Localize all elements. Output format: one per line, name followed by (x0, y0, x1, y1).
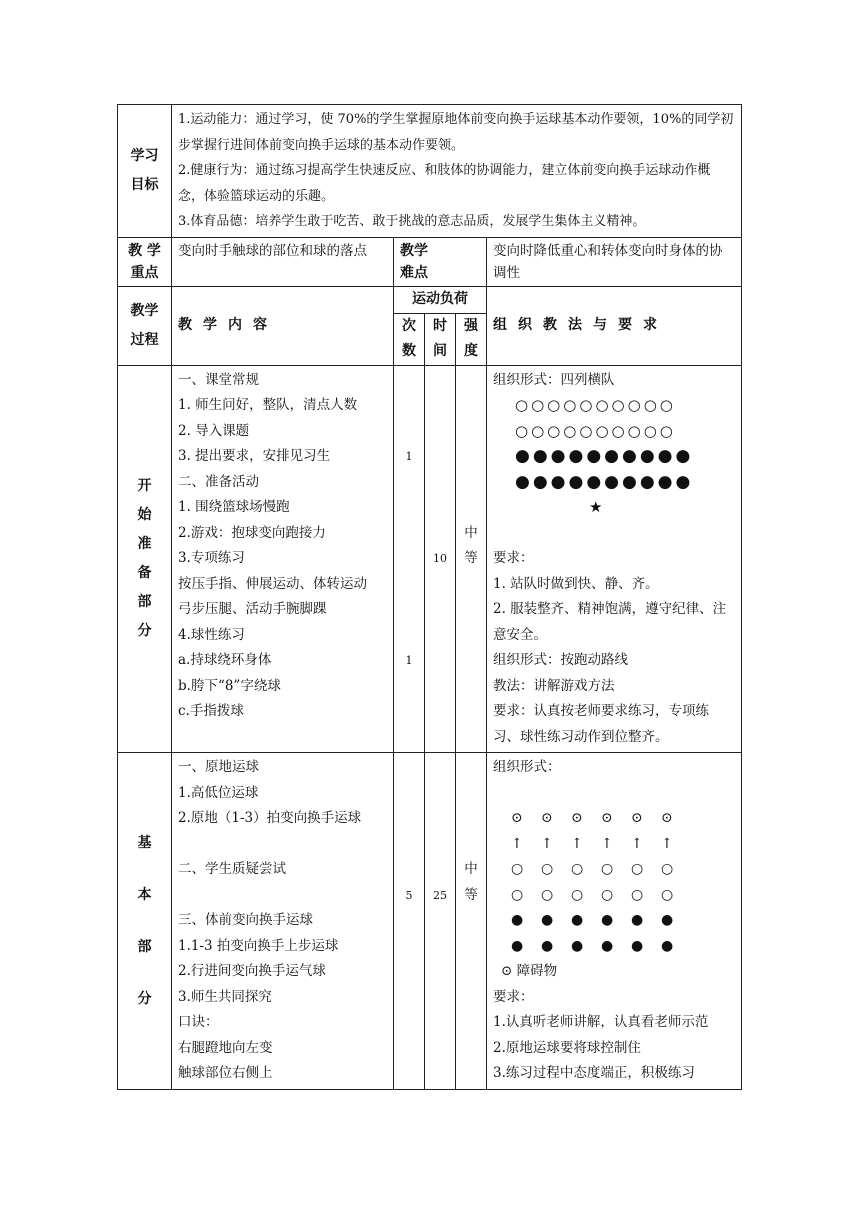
opening-time: 10 (425, 365, 456, 753)
objectives-label: 学习 目标 (118, 105, 172, 238)
obstacle-icon: ⊙ (601, 810, 613, 826)
key-points-label: 教 学 重点 (118, 237, 172, 286)
content-line: 2.行进间变向换手运气球 (178, 963, 326, 979)
content-line: 二、学生质疑尝试 (178, 861, 286, 877)
opening-intensity: 中等 (456, 365, 487, 753)
arrow-up-icon: ↑ (571, 835, 583, 852)
basic-time: 25 (425, 753, 456, 1090)
student-row-hollow: ○ ○ ○ ○ ○ ○ (511, 861, 674, 877)
content-line: 口诀： (178, 1014, 219, 1030)
arrow-up-icon: ↑ (631, 835, 643, 852)
basic-count: 5 (394, 753, 425, 1090)
opening-section-row (118, 365, 742, 753)
obstacle-icon: ⊙ (661, 810, 673, 826)
objective-item: 3.体育品德：培养学生敢于吃苦、敢于挑战的意志品质，发展学生集体主义精神。 (178, 214, 646, 229)
formation-row-filled: ●●●●●●●●●● (515, 446, 694, 466)
formation-row-filled: ●●●●●●●●●● (515, 471, 694, 492)
content-line: 三、体前变向换手运球 (178, 912, 313, 928)
content-line: 二、准备活动 (178, 473, 259, 490)
objectives-content (172, 105, 742, 238)
process-label: 教学 过程 (118, 286, 172, 365)
arrow-row (493, 832, 735, 858)
content-line: 触球部位右侧上 (178, 1065, 273, 1081)
process-header-row-1 (118, 286, 742, 313)
content-line: c.手指拨球 (178, 703, 244, 719)
arrow-up-icon: ↑ (601, 835, 613, 852)
content-line: 4.球性练习 (178, 626, 245, 643)
obstacle-icon: ⊙ (511, 810, 523, 826)
opening-content (172, 365, 394, 753)
content-line: 2.游戏：抱球变向跑接力 (178, 524, 326, 541)
obstacle-icon: ⊙ (571, 810, 583, 826)
content-line: 3. 提出要求，安排见习生 (178, 448, 331, 464)
basic-content (172, 753, 394, 1090)
content-line: 1.高低位运球 (178, 784, 259, 801)
formation-row-hollow: ○○○○○○○○○○ (515, 421, 676, 440)
basic-section-row (118, 753, 742, 1090)
opening-method: 组织形式：四列横队 ○○○○○○○○○○ ○○○○○○○○○○ ●●●●●●●●●● ●●●●●●●●●● ★ 要求： 1. 站队时做到快、静、齐。 2. 服装整齐、精神饱满，遵守纪律、注意安全。 组织形式：按跑动路线 教法：讲解游戏方法 要求：认真按老师要求练习，专项练习、球性练习动作到位整齐。 (487, 365, 742, 753)
time-header: 时 间 (425, 313, 456, 365)
basic-intensity: 中等 (456, 753, 487, 1090)
content-line: 弓步压腿、活动手腕脚踝 (178, 601, 327, 617)
content-line: 3.师生共同探究 (178, 988, 272, 1005)
obstacle-icon: ⊙ (541, 810, 553, 826)
arrow-up-icon: ↑ (511, 835, 523, 852)
obstacle-row (493, 806, 735, 832)
opening-count: 1 1 (394, 365, 425, 753)
count-header: 次 数 (394, 313, 425, 365)
content-line: 一、课堂常规 (178, 371, 259, 388)
arrow-up-icon: ↑ (661, 835, 673, 852)
objective-item: 1.运动能力：通过学习，使 70%的学生掌握原地体前变向换手运球基本动作要领，10%的同学初步掌握行进间体前变向换手运球的基本动作要领。 (178, 112, 734, 153)
content-header: 教学内容 (172, 286, 394, 365)
objective-item: 2.健康行为：通过练习提高学生快速反应、和肢体的协调能力，建立体前变向换手运球动作概念，体验篮球运动的乐趣。 (178, 163, 711, 204)
objectives-row (118, 105, 742, 238)
obstacle-icon: ⊙ (631, 810, 643, 826)
lesson-plan-table (117, 104, 742, 1090)
key-points-text: 变向时手触球的部位和球的落点 (172, 237, 394, 286)
content-line: 3.专项练习 (178, 550, 245, 566)
arrow-up-icon: ↑ (541, 835, 553, 852)
content-line: 按压手指、伸展运动、体转运动 (178, 575, 367, 592)
keypoints-row (118, 237, 742, 286)
formation-row-hollow: ○○○○○○○○○○ (515, 396, 676, 414)
content-line: 1. 师生问好，整队，清点人数 (178, 397, 358, 413)
content-line: b.胯下“8”字绕球 (178, 677, 281, 694)
content-line: 2.原地（1-3）拍变向换手运球 (178, 810, 362, 826)
content-line: 一、原地运球 (178, 759, 259, 775)
difficulties-label: 教学 难点 (394, 237, 487, 286)
content-line: 2. 导入课题 (178, 422, 250, 439)
student-row-filled: ● ● ● ● ● ● (511, 912, 674, 928)
method-header: 组织教法与要求 (487, 286, 742, 365)
basic-method: 组织形式： ⊙ ⊙ ⊙ ⊙ ⊙ ⊙ ↑ ↑ ↑ ↑ ↑ ↑ ○ ○ ○ ○ ○ ○ ○ ○ ○ ○ ○ ○ ● ● ● ● ● ● ● ● ● ● ● ● ⊙ 障碍物 要求： 1.认真听老师讲解，认真看老师示范 2.原地运球要将球控制住 3.练习过程中态度端正，积极练习 (487, 753, 742, 1090)
legend-obstacle: ⊙ 障碍物 (501, 963, 558, 979)
intensity-header: 强 度 (456, 313, 487, 365)
student-row-hollow: ○ ○ ○ ○ ○ ○ (511, 886, 674, 903)
difficulties-text: 变向时降低重心和转体变向时身体的协调性 (487, 237, 742, 286)
content-line: 1.1-3 拍变向换手上步运球 (178, 937, 339, 954)
content-line: 右腿蹬地向左变 (178, 1039, 273, 1056)
opening-label: 开 始 准 备 部 分 (118, 365, 172, 753)
content-line: a.持球绕环身体 (178, 652, 272, 668)
basic-label: 基 本 部 分 (118, 753, 172, 1090)
content-line: 1. 围绕篮球场慢跑 (178, 499, 290, 515)
teacher-star-icon: ★ (589, 498, 603, 516)
load-header: 运动负荷 (394, 286, 487, 313)
student-row-filled: ● ● ● ● ● ● (511, 937, 674, 954)
